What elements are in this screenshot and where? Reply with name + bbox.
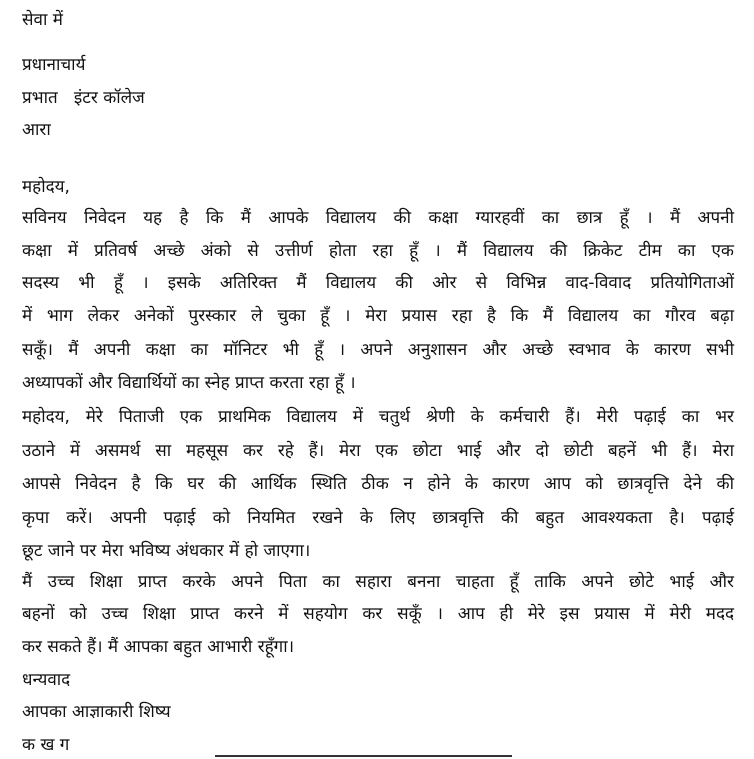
signature-line xyxy=(215,755,512,757)
paragraph-1-line-2: कक्षा में प्रतिवर्ष अच्छे अंको से उत्तीर्ण होता रहा हूँ । मैं विद्यालय की क्रिकेट टीम का एक xyxy=(22,241,734,261)
paragraph-1-line-5: सकूँ। मैं अपनी कक्षा का मॉनिटर भी हूँ । अपने अनुशासन और अच्छे स्वभाव के कारण सभी xyxy=(22,340,734,360)
closing-thanks: धन्यवाद xyxy=(22,670,71,690)
paragraph-2-line-1: महोदय, मेरे पिताजी एक प्राथमिक विद्यालय में चतुर्थ श्रेणी के कर्मचारी हैं। मेरी पढ़ाई का भर xyxy=(22,407,734,427)
paragraph-1-line-6: अध्यापकों और विद्यार्थियों का स्नेह प्राप्त करता रहा हूँ । xyxy=(22,373,356,393)
paragraph-1-line-3: सदस्य भी हूँ । इसके अतिरिक्त मैं विद्यालय की ओर से विभिन्न वाद-विवाद प्रतियोगिताओं xyxy=(22,273,734,293)
paragraph-3-line-1: मैं उच्च शिक्षा प्राप्त करके अपने पिता का सहारा बनना चाहता हूँ ताकि अपने छोटे भाई और xyxy=(22,572,734,592)
address-city: आरा xyxy=(22,120,51,140)
address-salutation-to: सेवा में xyxy=(22,10,63,30)
address-recipient: प्रधानाचार्य xyxy=(22,55,86,75)
paragraph-3-line-3: कर सकते हैं। मैं आपका बहुत आभारी रहूँगा। xyxy=(22,637,295,657)
paragraph-2-line-4: कृपा करें। अपनी पढ़ाई को नियमित रखने के लिए छात्रवृत्ति की बहुत आवश्यकता है। पढ़ाई xyxy=(22,508,734,528)
paragraph-2-line-3: आपसे निवेदन है कि घर की आर्थिक स्थिति ठीक न होने के कारण आप को छात्रवृत्ति देने की xyxy=(22,474,734,494)
closing-complimentary: आपका आज्ञाकारी शिष्य xyxy=(22,702,171,722)
greeting: महोदय, xyxy=(22,177,70,197)
paragraph-1-line-1: सविनय निवेदन यह है कि मैं आपके विद्यालय की कक्षा ग्यारहवीं का छात्र हूँ । मैं अपनी xyxy=(22,208,734,228)
paragraph-1-line-4: में भाग लेकर अनेकों पुरस्कार ले चुका हूँ । मेरा प्रयास रहा है कि मैं विद्यालय का गौरव बढ़ा xyxy=(22,306,734,326)
address-institution: प्रभात इंटर कॉलेज xyxy=(22,88,145,108)
paragraph-2-line-5: छूट जाने पर मेरा भविष्य अंधकार में हो जाएगा। xyxy=(22,541,311,561)
paragraph-3-line-2: बहनों को उच्च शिक्षा प्राप्त करने में सहयोग कर सकूँ । आप ही मेरे इस प्रयास में मेरी मदद xyxy=(22,604,734,624)
paragraph-2-line-2: उठाने में असमर्थ सा महसूस कर रहे हैं। मेरा एक छोटा भाई और दो छोटी बहनें भी हैं। मेरा xyxy=(22,441,734,461)
signature-name: क ख ग xyxy=(22,735,70,755)
